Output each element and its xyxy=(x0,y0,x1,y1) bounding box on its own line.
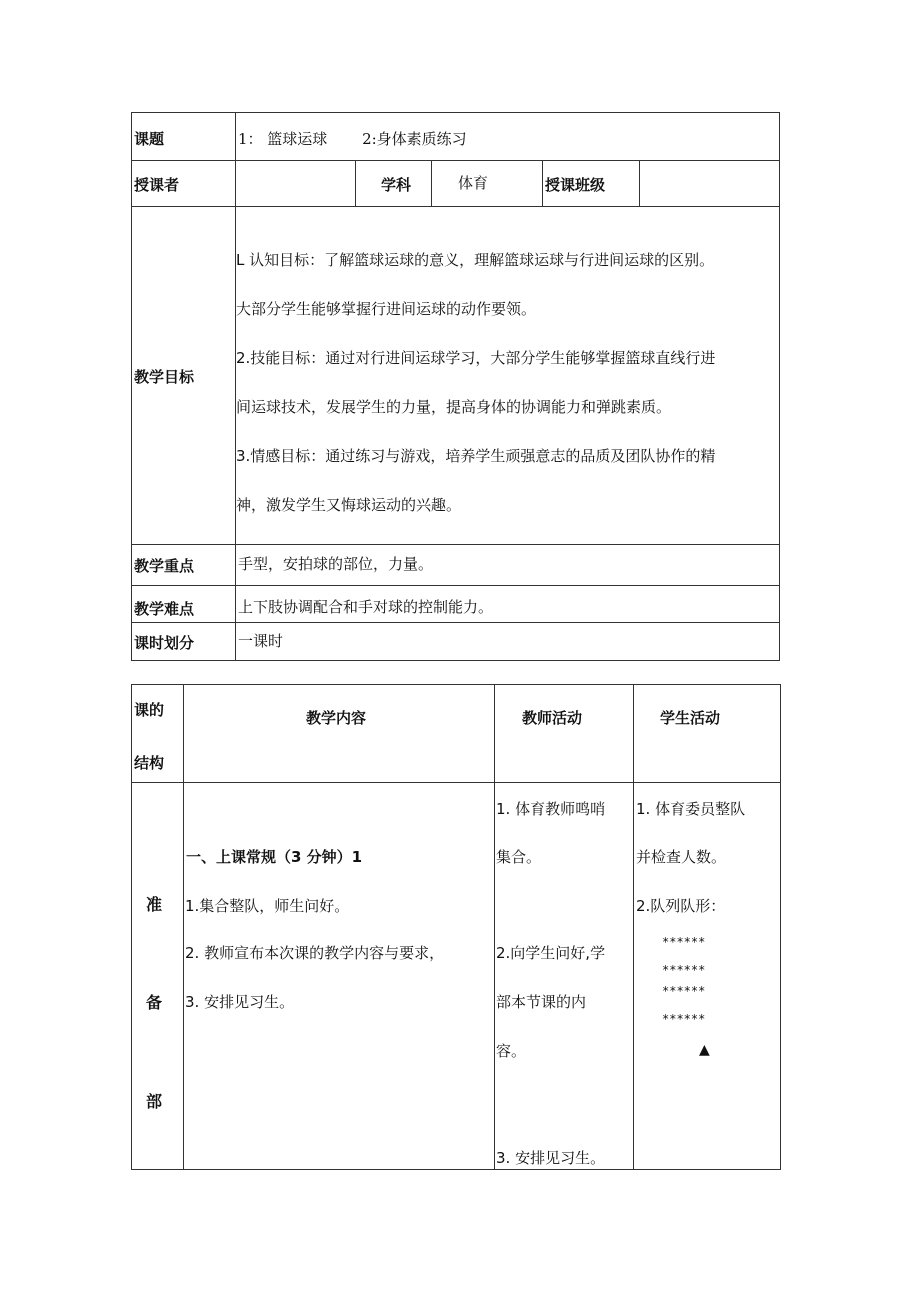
goals-line: 3.情感目标：通过练习与游戏，培养学生顽强意志的品质及团队协作的精 xyxy=(236,447,716,465)
formation-row: ****** xyxy=(662,984,706,998)
difficulty-value: 上下肢协调配合和手对球的控制能力。 xyxy=(238,598,494,616)
student-activity-line: 并检查人数。 xyxy=(636,848,727,866)
teacher-position-triangle-icon: ▲ xyxy=(699,1042,710,1058)
structure-label-line2: 结构 xyxy=(134,754,165,772)
goals-line: 2.技能目标：通过对行进间运球学习，大部分学生能够掌握篮球直线行进 xyxy=(236,349,716,367)
class-label: 授课班级 xyxy=(545,176,606,194)
content-item: 1.集合整队，师生问好。 xyxy=(185,897,350,915)
content-item: 2. 教师宣布本次课的教学内容与要求， xyxy=(185,944,445,962)
student-activity-line: 2.队列队形： xyxy=(636,897,726,915)
key-points-value: 手型，安拍球的部位，力量。 xyxy=(238,555,434,573)
goals-line: 神，激发学生又悔球运动的兴趣。 xyxy=(236,496,462,514)
key-points-label: 教学重点 xyxy=(134,557,195,575)
teacher-activity-line: 1. 体育教师鸣哨 xyxy=(496,800,606,818)
section-label-char: 备 xyxy=(146,993,163,1012)
section-label-char: 准 xyxy=(146,895,163,914)
topic-label: 课题 xyxy=(134,130,165,148)
content-header: 教学内容 xyxy=(306,709,367,727)
student-activity-line: 1. 体育委员整队 xyxy=(636,800,746,818)
topic-value: 1： 篮球运球 2:身体素质练习 xyxy=(238,130,467,148)
goals-line: 大部分学生能够掌握行进间运球的动作要领。 xyxy=(236,300,537,318)
structure-label-line1: 课的 xyxy=(134,701,165,719)
hours-label: 课时划分 xyxy=(134,634,195,652)
content-item: 3. 安排见习生。 xyxy=(185,993,295,1011)
subject-label: 学科 xyxy=(381,176,412,194)
teacher-activity-line: 3. 安排见习生。 xyxy=(496,1149,606,1167)
teacher-activity-line: 容。 xyxy=(496,1042,527,1060)
formation-row: ****** xyxy=(662,963,706,977)
formation-row: ****** xyxy=(662,935,706,949)
student-activity-header: 学生活动 xyxy=(660,709,721,727)
teacher-activity-line: 集合。 xyxy=(496,848,542,866)
goals-label: 教学目标 xyxy=(134,368,195,386)
teacher-label: 授课者 xyxy=(134,176,180,194)
content-title: 一、上课常规（3 分钟）1 xyxy=(186,848,363,866)
formation-row: ****** xyxy=(662,1012,706,1026)
goals-line: L 认知目标：了解篮球运球的意义，理解篮球运球与行进间运球的区别。 xyxy=(236,251,715,269)
difficulty-label: 教学难点 xyxy=(134,600,195,618)
teacher-activity-line: 2.向学生问好,学 xyxy=(496,944,606,962)
teacher-activity-header: 教师活动 xyxy=(522,709,583,727)
subject-value: 体育 xyxy=(458,174,489,192)
teacher-activity-line: 部本节课的内 xyxy=(496,993,587,1011)
hours-value: 一课时 xyxy=(238,632,284,650)
section-label-char: 部 xyxy=(146,1092,163,1111)
goals-line: 间运球技术，发展学生的力量，提高身体的协调能力和弹跳素质。 xyxy=(236,398,672,416)
